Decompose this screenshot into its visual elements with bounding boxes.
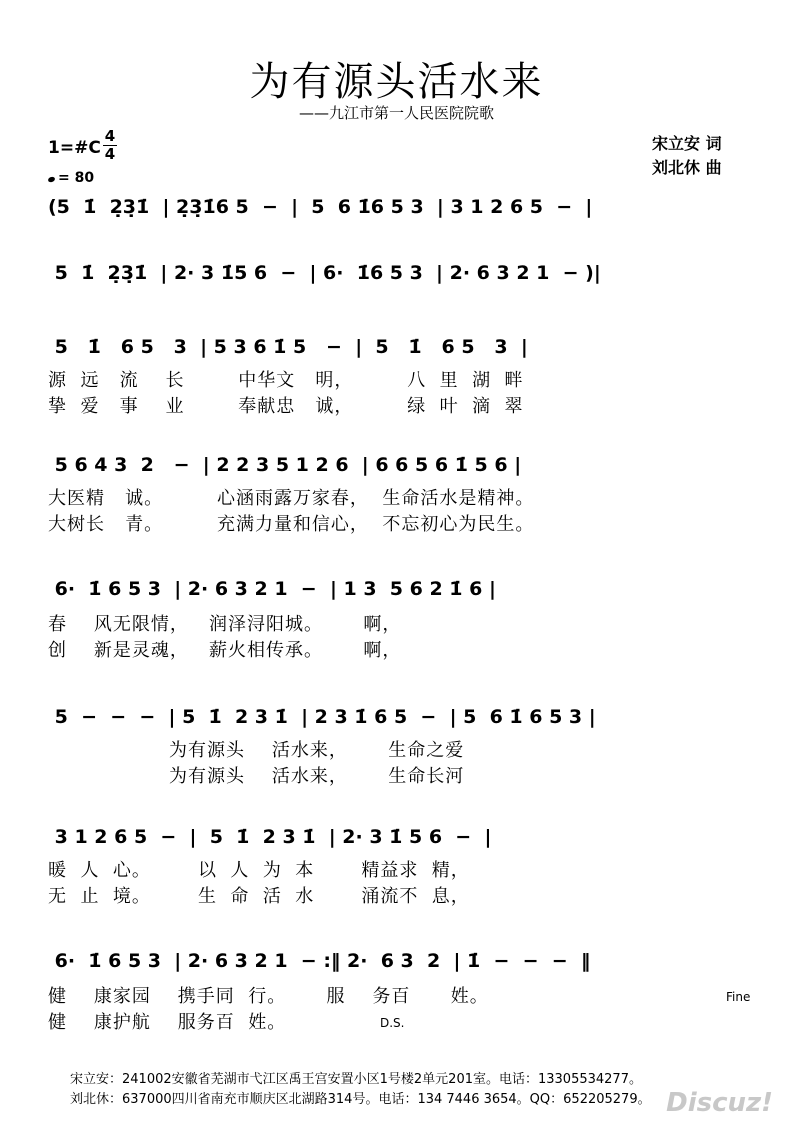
notation-line: (5 1̇ 2̣3̣1̇ | 2̣3̣1̇6 5 − | 5 6 1̇6 5 3 | 3 1 2 6 5 − | <box>48 196 593 218</box>
time-signature <box>103 129 117 162</box>
contact-footer <box>70 1070 651 1110</box>
lyric-verse-2: 大树长 青。 充满力量和信心， 不忘初心为民生。 <box>48 514 535 535</box>
fine-marking: Fine <box>726 990 751 1004</box>
lyric-verse-1: 暖 人 心。 以 人 为 本 精益求 精， <box>48 860 470 881</box>
footer-line-lyricist: 宋立安：241002安徽省芜湖市弋江区禹王宫安置小区1号楼2单元201室。电话：13305534277。 <box>70 1072 642 1087</box>
ds-marking: D.S. <box>380 1016 405 1030</box>
lyricist-credit: 宋立安 词 <box>652 134 722 153</box>
lyric-verse-2: 为有源头 活水来， 生命长河 <box>48 766 465 787</box>
notation-line: 5 1̇ 6 5 3 | 5 3 6 1̇ 5 − | 5 1̇ 6 5 3 | <box>48 336 528 358</box>
notation-line: 6· 1̇ 6 5 3 | 2· 6 3 2 1 − | 1 3 5 6 2 1̇ 6 | <box>48 578 496 600</box>
lyric-verse-2: 挚 爱 事 业 奉献忠 诚， 绿 叶 滴 翠 <box>48 396 524 417</box>
time-signature-bottom: 4 <box>104 145 116 163</box>
lyric-verse-2: 无 止 境。 生 命 活 水 涌流不 息， <box>48 886 470 907</box>
lyric-verse-1: 为有源头 活水来， 生命之爱 <box>48 740 465 761</box>
lyric-verse-2: 健 康护航 服务百 姓。 <box>48 1012 287 1033</box>
quarter-note-icon <box>47 176 55 183</box>
lyric-verse-1: 春 风无限情， 润泽浔阳城。 啊， <box>48 614 402 635</box>
tempo-value: = 80 <box>58 170 95 186</box>
notation-line: 5 1̇ 2̣3̣1̇ | 2· 3 1̇5 6 − | 6· 1̇6 5 3 | 2· 6 3 2 1 − )| <box>48 262 601 284</box>
notation-line: 5 6 4 3 2 − | 2 2 3 5 1 2 6 | 6 6 5 6 1̇ 5 6 | <box>48 454 522 476</box>
key-signature: 1=#C <box>48 138 101 158</box>
notation-line: 5 − − − | 5 1̇ 2 3 1̇ | 2 3 1̇ 6 5 − | 5 6 1̇ 6 5 3 | <box>48 706 596 728</box>
time-signature-top: 4 <box>104 127 116 145</box>
notation-line: 3 1 2 6 5 − | 5 1̇ 2 3 1̇ | 2· 3 1̇ 5 6 − | <box>48 826 492 848</box>
lyric-verse-1: 源 远 流 长 中华文 明， 八 里 湖 畔 <box>48 370 524 391</box>
notation-line: 6· 1̇ 6 5 3 | 2· 6 3 2 1 − :‖ 2· 6 3 2 | 1̇ − − − ‖ <box>48 950 591 972</box>
footer-line-composer: 刘北休：637000四川省南充市顺庆区北湖路314号。电话：134 7446 3654。QQ：652205279。 <box>70 1092 651 1107</box>
tempo-marking <box>48 170 94 186</box>
song-subtitle: ——九江市第一人民医院院歌 <box>298 104 494 122</box>
lyric-verse-1: 大医精 诚。 心涵雨露万家春， 生命活水是精神。 <box>48 488 535 509</box>
composer-credit: 刘北休 曲 <box>652 158 722 177</box>
lyric-verse-1: 健 康家园 携手同 行。 服 务百 姓。 <box>48 986 489 1007</box>
lyric-verse-2: 创 新是灵魂， 薪火相传承。 啊， <box>48 640 402 661</box>
site-watermark: Discuz! <box>666 1088 773 1118</box>
song-title: 为有源头活水来 <box>249 59 544 105</box>
